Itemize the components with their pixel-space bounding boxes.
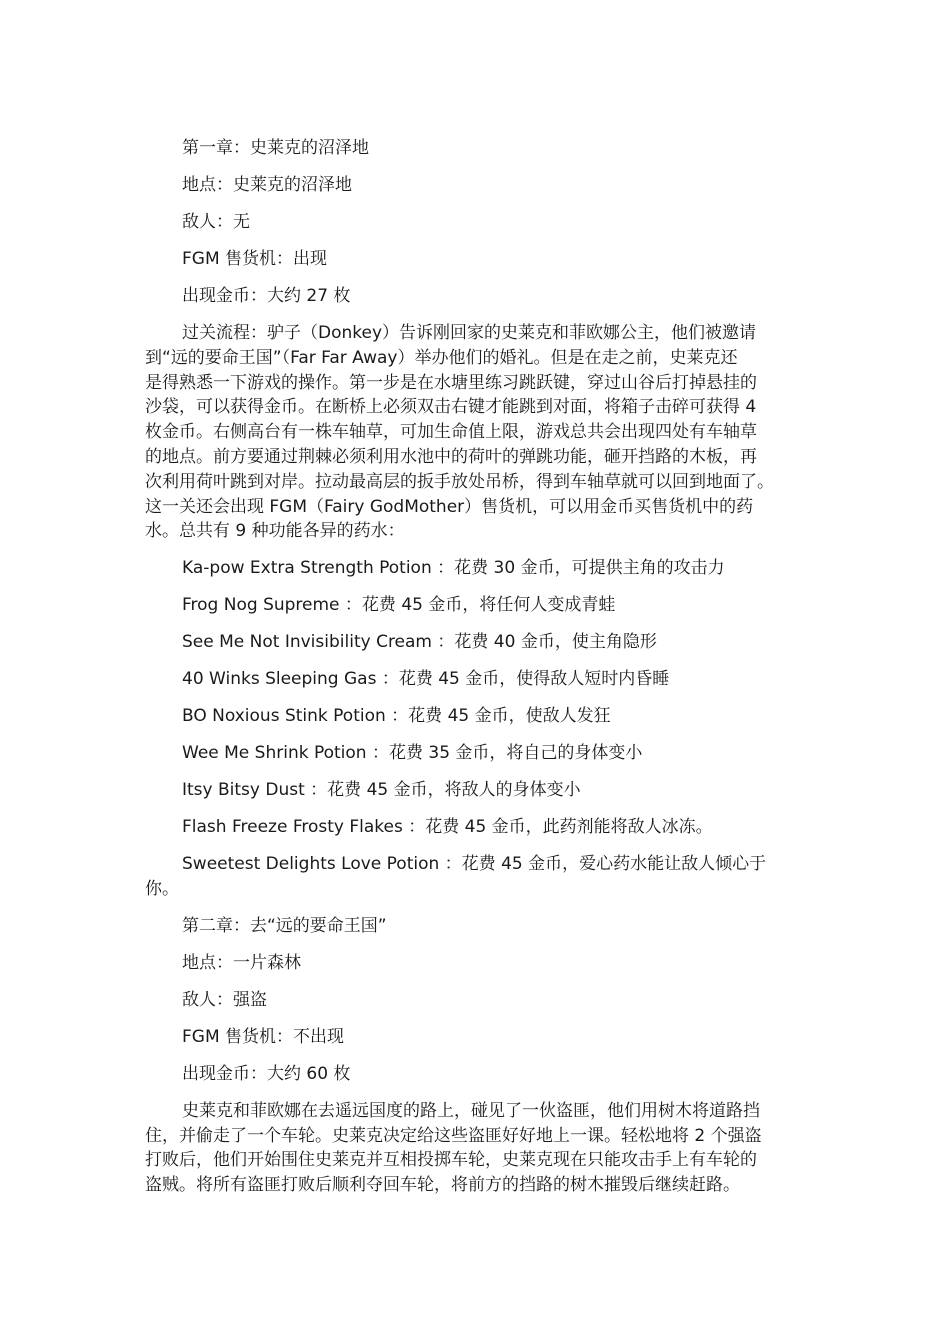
walkthrough-line: 过关流程：驴子（Donkey）告诉刚回家的史莱克和菲欧娜公主，他们被邀请 xyxy=(182,322,757,343)
walkthrough-line: 到“远的要命王国”（Far Far Away）举办他们的婚礼。但是在走之前，史莱克还 xyxy=(145,347,738,368)
potion-item: BO Noxious Stink Potion ：花费 45 金币，使敌人发狂 xyxy=(182,706,611,727)
walkthrough-line: 住，并偷走了一个车轮。史莱克决定给这些盗匪好好地上一课。轻松地将 2 个强盗 xyxy=(145,1125,762,1146)
chapter1-coins: 出现金币：大约 27 枚 xyxy=(182,285,351,306)
potion-item: 40 Winks Sleeping Gas ：花费 45 金币，使得敌人短时内昏睡 xyxy=(182,669,670,690)
walkthrough-line: 次利用荷叶跳到对岸。拉动最高层的扳手放处吊桥，得到车轴草就可以回到地面了。 xyxy=(145,471,774,492)
walkthrough-line: 的地点。前方要通过荆棘必须利用水池中的荷叶的弹跳功能，砸开挡路的木板，再 xyxy=(145,446,757,467)
potion-line: 你。 xyxy=(145,878,179,899)
walkthrough-line: 沙袋，可以获得金币。在断桥上必须双击右键才能跳到对面，将箱子击碎可获得 4 xyxy=(145,397,757,418)
chapter1-walkthrough xyxy=(145,321,815,544)
potion-item: Flash Freeze Frosty Flakes ：花费 45 金币，此药剂能将敌人冰冻。 xyxy=(182,817,713,838)
walkthrough-line: 打败后，他们开始围住史莱克并互相投掷车轮，史莱克现在只能攻击手上有车轮的 xyxy=(145,1150,757,1171)
walkthrough-line: 水。总共有 9 种功能各异的药水： xyxy=(145,521,405,542)
chapter2-location: 地点：一片森林 xyxy=(182,952,301,973)
walkthrough-line: 盗贼。将所有盗匪打败后顺利夺回车轮，将前方的挡路的树木摧毁后继续赶路。 xyxy=(145,1175,740,1196)
chapter1-vendor: FGM 售货机：出现 xyxy=(182,248,328,269)
potion-item: Ka-pow Extra Strength Potion ：花费 30 金币，可提供主角的攻击力 xyxy=(182,558,725,579)
potion-item: See Me Not Invisibility Cream ：花费 40 金币，使主角隐形 xyxy=(182,632,657,653)
chapter2-coins: 出现金币：大约 60 枚 xyxy=(182,1063,351,1084)
potion-item: Frog Nog Supreme ：花费 45 金币，将任何人变成青蛙 xyxy=(182,595,616,616)
potion-item: Itsy Bitsy Dust ：花费 45 金币，将敌人的身体变小 xyxy=(182,780,581,801)
potion-line: Sweetest Delights Love Potion ：花费 45 金币，爱心药水能让敌人倾心于 xyxy=(182,854,767,875)
chapter2-walkthrough xyxy=(145,1099,815,1198)
potion-item-last xyxy=(145,852,815,902)
potion-item: Wee Me Shrink Potion ：花费 35 金币，将自己的身体变小 xyxy=(182,743,643,764)
chapter1-title: 第一章：史莱克的沼泽地 xyxy=(182,138,369,158)
chapter1-enemy: 敌人：无 xyxy=(182,211,250,232)
chapter2-enemy: 敌人：强盗 xyxy=(182,989,267,1010)
walkthrough-line: 是得熟悉一下游戏的操作。第一步是在水塘里练习跳跃键，穿过山谷后打掉悬挂的 xyxy=(145,372,757,393)
document-page xyxy=(145,136,815,1210)
chapter2-vendor: FGM 售货机：不出现 xyxy=(182,1026,345,1047)
chapter1-location: 地点：史莱克的沼泽地 xyxy=(182,174,352,195)
walkthrough-line: 这一关还会出现 FGM（Fairy GodMother）售货机，可以用金币买售货机中的药 xyxy=(145,496,754,517)
walkthrough-line: 史莱克和菲欧娜在去遥远国度的路上，碰见了一伙盗匪，他们用树木将道路挡 xyxy=(182,1100,760,1121)
chapter2-title: 第二章：去“远的要命王国” xyxy=(182,915,387,936)
walkthrough-line: 枚金币。右侧高台有一株车轴草，可加生命值上限，游戏总共会出现四处有车轴草 xyxy=(145,422,757,443)
